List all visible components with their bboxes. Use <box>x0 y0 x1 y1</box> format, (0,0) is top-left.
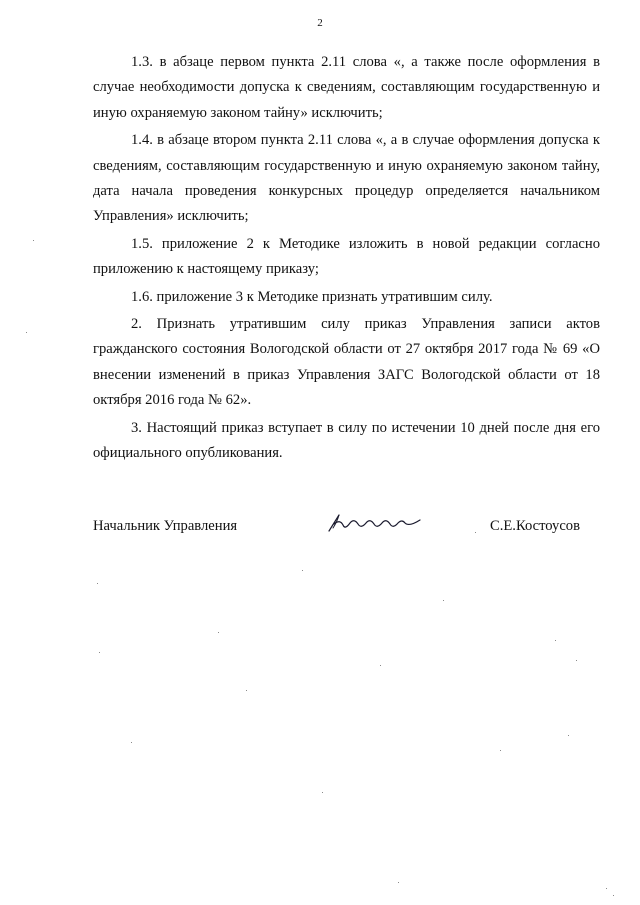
scan-speck <box>246 690 247 691</box>
paragraph-1-6: 1.6. приложение 3 к Методике признать утратившим силу. <box>131 288 493 305</box>
handwritten-signature <box>325 512 425 534</box>
scan-speck <box>613 895 614 896</box>
paragraph-1-5: 1.5. приложение 2 к Методике изложить в новой редакции согласно приложению к настоящему приказу; <box>93 235 600 278</box>
scan-speck <box>576 660 577 661</box>
scan-speck <box>500 750 501 751</box>
scan-speck <box>33 240 34 241</box>
scan-speck <box>218 632 219 633</box>
scan-speck <box>26 332 27 333</box>
scan-speck <box>555 640 556 641</box>
paragraph-2: 2. Признать утратившим силу приказ Управления записи актов гражданского состояния Вологодской области от 27 октября 2017 года № 69 «О внесении изменений в приказ Управления ЗАГС Вологодской области от 18 октября 2016 года № 62». <box>93 316 600 409</box>
signatory-position: Начальник Управления <box>93 518 238 534</box>
scan-speck <box>398 882 399 883</box>
scan-speck <box>380 665 381 666</box>
scan-speck <box>322 792 323 793</box>
scan-speck <box>99 652 100 653</box>
scan-speck <box>443 600 444 601</box>
scan-speck <box>302 570 303 571</box>
paragraph-1-4: 1.4. в абзаце втором пункта 2.11 слова «, а в случае оформления допуска к сведениям, составляющим государственную и иную охраняемую законом тайну, дата начала проведения конкурсных процедур определяется начальником Управления» исключить; <box>93 132 600 225</box>
scan-speck <box>475 532 476 533</box>
signature-block <box>93 512 600 542</box>
paragraph-1-3: 1.3. в абзаце первом пункта 2.11 слова «, а также после оформления в случае необходимости допуска к сведениям, составляющим государственную и иную охраняемую законом тайну» исключить; <box>93 54 600 121</box>
scan-speck <box>568 735 569 736</box>
page-number: 2 <box>317 17 323 29</box>
paragraph-3: 3. Настоящий приказ вступает в силу по истечении 10 дней после дня его официального опубликования. <box>93 419 600 462</box>
scan-speck <box>606 888 607 889</box>
signatory-name: С.Е.Костоусов <box>490 518 580 534</box>
scan-speck <box>131 742 132 743</box>
document-body <box>93 50 600 469</box>
scan-speck <box>97 583 98 584</box>
